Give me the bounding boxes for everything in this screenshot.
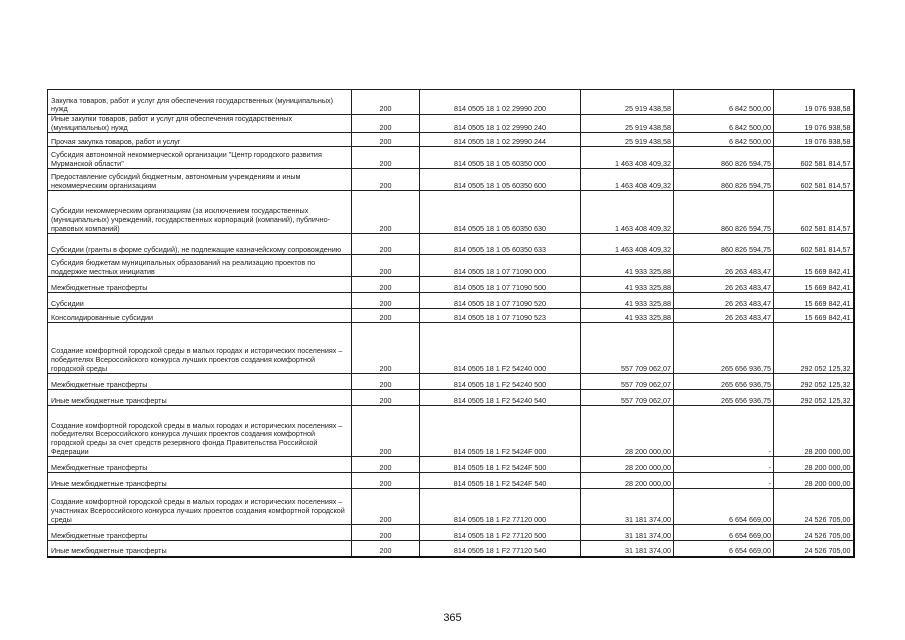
row-planned-amount: 1 463 408 409,32 [581,234,674,255]
row-kbk: 814 0505 18 1 F2 54240 500 [420,374,581,390]
row-kbk: 814 0505 18 1 05 60350 630 [420,191,581,234]
row-name: Межбюджетные трансферты [48,457,352,473]
row-remaining-amount: 15 669 842,41 [774,277,854,293]
row-code: 200 [352,191,420,234]
row-kbk: 814 0505 18 1 F2 5424F 000 [420,406,581,457]
row-code: 200 [352,169,420,191]
row-name: Межбюджетные трансферты [48,277,352,293]
row-executed-amount: 860 826 594,75 [674,234,774,255]
table-body [48,90,854,557]
row-kbk: 814 0505 18 1 F2 77120 540 [420,541,581,557]
row-remaining-amount: 15 669 842,41 [774,255,854,277]
row-kbk: 814 0505 18 1 02 29990 200 [420,90,581,115]
row-executed-amount: 6 654 669,00 [674,541,774,557]
row-code: 200 [352,234,420,255]
row-planned-amount: 28 200 000,00 [581,457,674,473]
row-executed-amount: - [674,406,774,457]
row-code: 200 [352,309,420,323]
row-planned-amount: 25 919 438,58 [581,133,674,147]
table-row [48,374,854,390]
row-remaining-amount: 15 669 842,41 [774,293,854,309]
table-row [48,277,854,293]
row-planned-amount: 557 709 062,07 [581,374,674,390]
row-name: Иные межбюджетные трансферты [48,541,352,557]
table-row [48,255,854,277]
row-kbk: 814 0505 18 1 F2 77120 500 [420,525,581,541]
row-name: Субсидии некоммерческим организациям (за исключением государственных (муниципальных) учреждений, государственных корпораций (компаний), публично-правовых компаний) [48,191,352,234]
row-code: 200 [352,115,420,133]
table-row [48,309,854,323]
row-planned-amount: 31 181 374,00 [581,541,674,557]
row-planned-amount: 41 933 325,88 [581,255,674,277]
row-kbk: 814 0505 18 1 F2 54240 000 [420,323,581,374]
row-remaining-amount: 19 076 938,58 [774,115,854,133]
row-code: 200 [352,90,420,115]
row-name: Прочая закупка товаров, работ и услуг [48,133,352,147]
row-executed-amount: 6 654 669,00 [674,489,774,525]
row-name: Создание комфортной городской среды в малых городах и исторических поселениях – победителях Всероссийского конкурса лучших проектов создания комфортной городской среды [48,323,352,374]
row-executed-amount: 6 842 500,00 [674,115,774,133]
row-planned-amount: 1 463 408 409,32 [581,147,674,169]
page-number: 365 [443,612,462,624]
row-executed-amount: 26 263 483,47 [674,293,774,309]
row-executed-amount: 26 263 483,47 [674,309,774,323]
table-row [48,169,854,191]
row-code: 200 [352,323,420,374]
row-remaining-amount: 602 581 814,57 [774,191,854,234]
row-remaining-amount: 292 052 125,32 [774,390,854,406]
row-remaining-amount: 28 200 000,00 [774,406,854,457]
row-planned-amount: 557 709 062,07 [581,390,674,406]
row-executed-amount: 26 263 483,47 [674,255,774,277]
row-remaining-amount: 602 581 814,57 [774,147,854,169]
row-kbk: 814 0505 18 1 05 60350 600 [420,169,581,191]
row-code: 200 [352,457,420,473]
row-executed-amount: 860 826 594,75 [674,147,774,169]
row-name: Субсидия бюджетам муниципальных образований на реализацию проектов по поддержке местных инициатив [48,255,352,277]
table-row [48,525,854,541]
table-row [48,147,854,169]
row-remaining-amount: 292 052 125,32 [774,323,854,374]
row-name: Закупка товаров, работ и услуг для обеспечения государственных (муниципальных) нужд [48,90,352,115]
row-code: 200 [352,525,420,541]
row-code: 200 [352,541,420,557]
row-executed-amount: - [674,473,774,489]
row-executed-amount: - [674,457,774,473]
row-planned-amount: 25 919 438,58 [581,90,674,115]
table-row [48,133,854,147]
table-row [48,457,854,473]
row-planned-amount: 28 200 000,00 [581,406,674,457]
row-remaining-amount: 19 076 938,58 [774,133,854,147]
row-kbk: 814 0505 18 1 F2 54240 540 [420,390,581,406]
table-row [48,293,854,309]
row-code: 200 [352,255,420,277]
table-row [48,489,854,525]
table-row [48,406,854,457]
row-planned-amount: 41 933 325,88 [581,277,674,293]
budget-table [47,89,855,558]
row-kbk: 814 0505 18 1 F2 77120 000 [420,489,581,525]
row-remaining-amount: 602 581 814,57 [774,234,854,255]
row-executed-amount: 26 263 483,47 [674,277,774,293]
row-remaining-amount: 602 581 814,57 [774,169,854,191]
row-kbk: 814 0505 18 1 07 71090 500 [420,277,581,293]
row-planned-amount: 41 933 325,88 [581,309,674,323]
table-row [48,473,854,489]
row-kbk: 814 0505 18 1 05 60350 000 [420,147,581,169]
row-planned-amount: 31 181 374,00 [581,489,674,525]
row-name: Субсидия автономной некоммерческой организации "Центр городского развития Мурманской области" [48,147,352,169]
row-executed-amount: 6 842 500,00 [674,90,774,115]
row-remaining-amount: 28 200 000,00 [774,473,854,489]
table-row [48,234,854,255]
row-code: 200 [352,473,420,489]
row-planned-amount: 1 463 408 409,32 [581,169,674,191]
row-remaining-amount: 19 076 938,58 [774,90,854,115]
row-remaining-amount: 28 200 000,00 [774,457,854,473]
row-executed-amount: 6 842 500,00 [674,133,774,147]
row-name: Иные закупки товаров, работ и услуг для обеспечения государственных (муниципальных) нужд [48,115,352,133]
row-code: 200 [352,406,420,457]
row-remaining-amount: 15 669 842,41 [774,309,854,323]
row-kbk: 814 0505 18 1 02 29990 244 [420,133,581,147]
row-name: Межбюджетные трансферты [48,525,352,541]
row-planned-amount: 25 919 438,58 [581,115,674,133]
row-kbk: 814 0505 18 1 F2 5424F 500 [420,457,581,473]
row-kbk: 814 0505 18 1 07 71090 000 [420,255,581,277]
row-code: 200 [352,390,420,406]
row-executed-amount: 265 656 936,75 [674,323,774,374]
row-kbk: 814 0505 18 1 05 60350 633 [420,234,581,255]
row-executed-amount: 860 826 594,75 [674,191,774,234]
row-name: Предоставление субсидий бюджетным, автономным учреждениям и иным некоммерческим организациям [48,169,352,191]
row-remaining-amount: 24 526 705,00 [774,525,854,541]
row-executed-amount: 6 654 669,00 [674,525,774,541]
row-kbk: 814 0505 18 1 07 71090 520 [420,293,581,309]
row-executed-amount: 265 656 936,75 [674,390,774,406]
table-row [48,323,854,374]
row-planned-amount: 557 709 062,07 [581,323,674,374]
row-planned-amount: 41 933 325,88 [581,293,674,309]
table-row [48,390,854,406]
row-planned-amount: 1 463 408 409,32 [581,191,674,234]
table-row [48,115,854,133]
row-code: 200 [352,489,420,525]
row-code: 200 [352,133,420,147]
row-planned-amount: 31 181 374,00 [581,525,674,541]
row-name: Межбюджетные трансферты [48,374,352,390]
row-code: 200 [352,147,420,169]
row-name: Иные межбюджетные трансферты [48,473,352,489]
row-code: 200 [352,293,420,309]
row-name: Субсидии [48,293,352,309]
row-name: Иные межбюджетные трансферты [48,390,352,406]
row-remaining-amount: 24 526 705,00 [774,489,854,525]
row-name: Создание комфортной городской среды в малых городах и исторических поселениях – победителях Всероссийского конкурса лучших проектов создания комфортной городской среды за счет средств резервного фонда Правительства Российской Федерации [48,406,352,457]
row-kbk: 814 0505 18 1 02 29990 240 [420,115,581,133]
row-code: 200 [352,277,420,293]
table-row [48,541,854,557]
row-kbk: 814 0505 18 1 F2 5424F 540 [420,473,581,489]
table-row [48,90,854,115]
table-row [48,191,854,234]
row-code: 200 [352,374,420,390]
row-executed-amount: 265 656 936,75 [674,374,774,390]
row-name: Субсидии (гранты в форме субсидий), не подлежащие казначейскому сопровождению [48,234,352,255]
row-planned-amount: 28 200 000,00 [581,473,674,489]
row-name: Консолидированные субсидии [48,309,352,323]
row-remaining-amount: 24 526 705,00 [774,541,854,557]
row-name: Создание комфортной городской среды в малых городах и исторических поселениях – участниках Всероссийского конкурса лучших проектов создания комфортной городской среды [48,489,352,525]
row-executed-amount: 860 826 594,75 [674,169,774,191]
row-kbk: 814 0505 18 1 07 71090 523 [420,309,581,323]
row-remaining-amount: 292 052 125,32 [774,374,854,390]
